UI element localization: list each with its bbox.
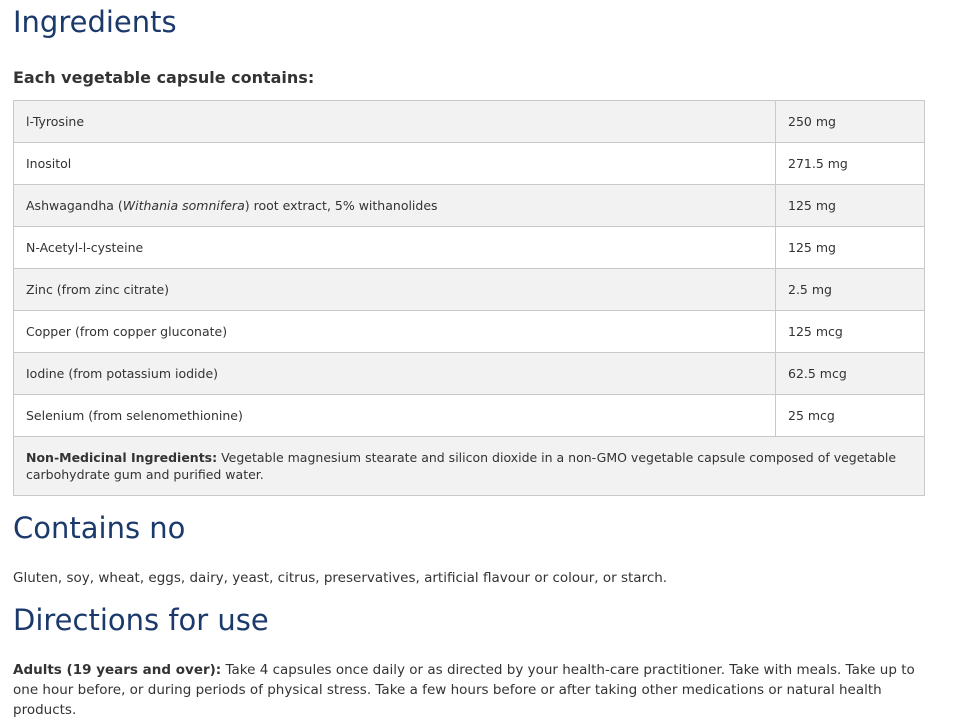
- table-row: [14, 101, 925, 143]
- ingredient-amount: 125 mg: [776, 185, 925, 227]
- table-row: [14, 395, 925, 437]
- ingredients-heading: Ingredients: [13, 5, 177, 39]
- ingredients-table: [13, 100, 925, 496]
- ingredient-name: Iodine (from potassium iodide): [14, 353, 776, 395]
- table-row: [14, 227, 925, 269]
- ingredient-name-prefix: Ashwagandha (: [26, 198, 123, 213]
- ingredient-amount: 250 mg: [776, 101, 925, 143]
- ingredient-amount: 25 mcg: [776, 395, 925, 437]
- table-row: [14, 269, 925, 311]
- ingredient-name: Zinc (from zinc citrate): [14, 269, 776, 311]
- directions-heading: Directions for use: [13, 603, 269, 637]
- table-row: [14, 185, 925, 227]
- ingredient-amount: 125 mg: [776, 227, 925, 269]
- table-row: [14, 353, 925, 395]
- non-medicinal-ingredients: [14, 437, 925, 496]
- capsule-contents-subheading: Each vegetable capsule contains:: [13, 68, 315, 87]
- ingredient-name: [14, 185, 776, 227]
- directions-body: Take 4 capsules once daily or as directed by your health-care practitioner. Take with meals. Take up to one hour before, or during periods of physical stress. Take a few hours before or after taking other medications or natural health products.: [13, 662, 915, 718]
- table-row: [14, 311, 925, 353]
- ingredient-name: N-Acetyl-l-cysteine: [14, 227, 776, 269]
- ingredient-name: Inositol: [14, 143, 776, 185]
- ingredient-name: Copper (from copper gluconate): [14, 311, 776, 353]
- ingredient-amount: 271.5 mg: [776, 143, 925, 185]
- non-medicinal-text: Vegetable magnesium stearate and silicon dioxide in a non-GMO vegetable capsule composed of vegetable carbohydrate gum and purified water.: [26, 450, 897, 482]
- ingredient-amount: 2.5 mg: [776, 269, 925, 311]
- non-medicinal-row: [14, 437, 925, 496]
- directions-text: [13, 660, 925, 720]
- ingredient-name: l-Tyrosine: [14, 101, 776, 143]
- ingredient-amount: 62.5 mcg: [776, 353, 925, 395]
- ingredient-amount: 125 mcg: [776, 311, 925, 353]
- non-medicinal-label: Non-Medicinal Ingredients:: [26, 450, 218, 465]
- product-info: [13, 0, 925, 720]
- contains-no-heading: Contains no: [13, 511, 186, 545]
- ingredient-latin-name: Withania somnifera: [122, 198, 245, 213]
- table-row: [14, 143, 925, 185]
- contains-no-text: Gluten, soy, wheat, eggs, dairy, yeast, citrus, preservatives, artificial flavour or colour, or starch.: [13, 570, 668, 586]
- ingredient-name-suffix: ) root extract, 5% withanolides: [244, 198, 438, 213]
- ingredient-name: Selenium (from selenomethionine): [14, 395, 776, 437]
- directions-audience-label: Adults (19 years and over):: [13, 662, 222, 678]
